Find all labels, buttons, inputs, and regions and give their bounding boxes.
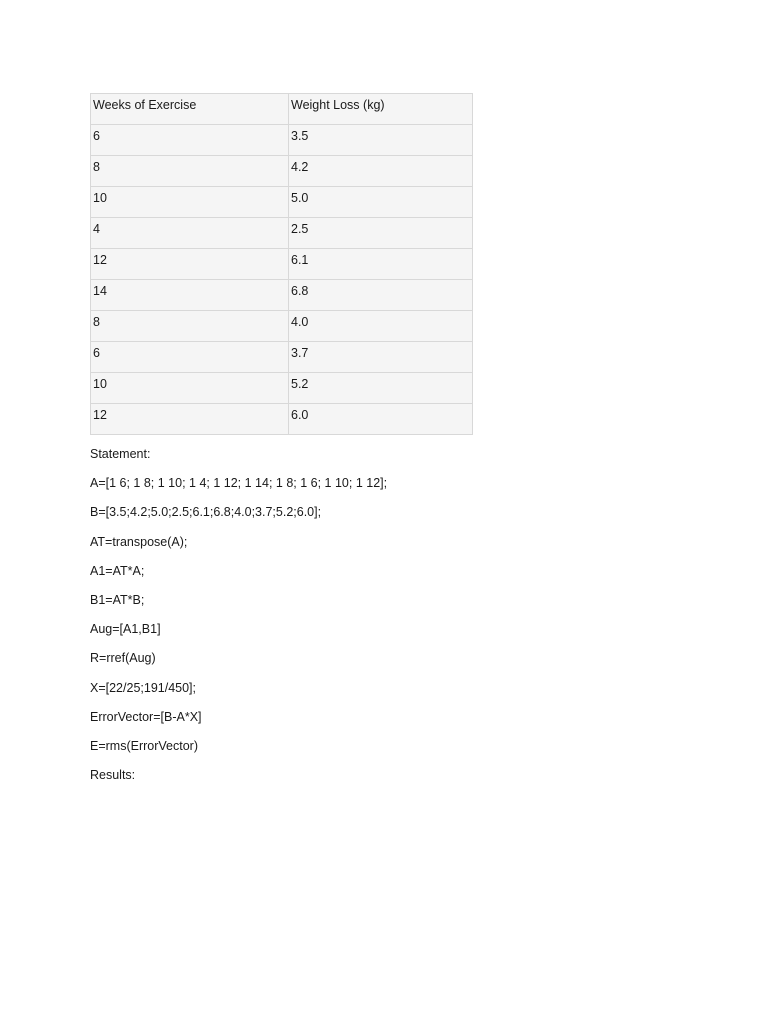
table-cell-weight-loss: 4.0	[289, 311, 473, 342]
code-line-rref: R=rref(Aug)	[90, 651, 156, 666]
table-cell-weeks: 14	[91, 280, 289, 311]
table-row	[91, 404, 473, 435]
code-statements	[90, 444, 690, 794]
code-line-transpose: AT=transpose(A);	[90, 534, 188, 549]
table-row	[91, 280, 473, 311]
table-cell-weight-loss: 6.1	[289, 249, 473, 280]
statement-heading: Statement:	[90, 447, 151, 461]
table-cell-weight-loss: 2.5	[289, 218, 473, 249]
data-table	[90, 93, 473, 435]
table-cell-weeks: 4	[91, 218, 289, 249]
table-cell-weeks: 10	[91, 187, 289, 218]
table-cell-weight-loss: 5.0	[289, 187, 473, 218]
table-cell-weeks: 8	[91, 156, 289, 187]
code-line-a1: A1=AT*A;	[90, 563, 145, 578]
table-row	[91, 187, 473, 218]
code-line-rms: E=rms(ErrorVector)	[90, 738, 199, 753]
table-cell-weight-loss: 6.0	[289, 404, 473, 435]
table-row	[91, 342, 473, 373]
table-cell-weight-loss: 3.5	[289, 125, 473, 156]
table-row	[91, 249, 473, 280]
table-row	[91, 125, 473, 156]
table-row	[91, 156, 473, 187]
table-cell-weeks: 10	[91, 373, 289, 404]
results-heading: Results:	[90, 768, 136, 783]
table-cell-weeks: 12	[91, 404, 289, 435]
code-line-error-vector: ErrorVector=[B-A*X]	[90, 709, 202, 724]
table-cell-weeks: 12	[91, 249, 289, 280]
table-cell-weight-loss: 5.2	[289, 373, 473, 404]
code-line-solution-x: X=[22/25;191/450];	[90, 680, 196, 695]
table-row	[91, 218, 473, 249]
table-cell-weight-loss: 6.8	[289, 280, 473, 311]
code-line-vector-b: B=[3.5;4.2;5.0;2.5;6.1;6.8;4.0;3.7;5.2;6.0];	[90, 505, 322, 520]
table-cell-weeks: 6	[91, 342, 289, 373]
table-row	[91, 311, 473, 342]
table-cell-weight-loss: 3.7	[289, 342, 473, 373]
code-line-augmented: Aug=[A1,B1]	[90, 622, 161, 637]
code-line-matrix-a: A=[1 6; 1 8; 1 10; 1 4; 1 12; 1 14; 1 8; 1 6; 1 10; 1 12];	[90, 476, 388, 491]
table-row	[91, 373, 473, 404]
column-header-weeks: Weeks of Exercise	[91, 94, 289, 125]
table-header-row	[91, 94, 473, 125]
code-line-b1: B1=AT*B;	[90, 592, 145, 607]
column-header-weight-loss: Weight Loss (kg)	[289, 94, 473, 125]
table-cell-weight-loss: 4.2	[289, 156, 473, 187]
table-cell-weeks: 6	[91, 125, 289, 156]
table-cell-weeks: 8	[91, 311, 289, 342]
